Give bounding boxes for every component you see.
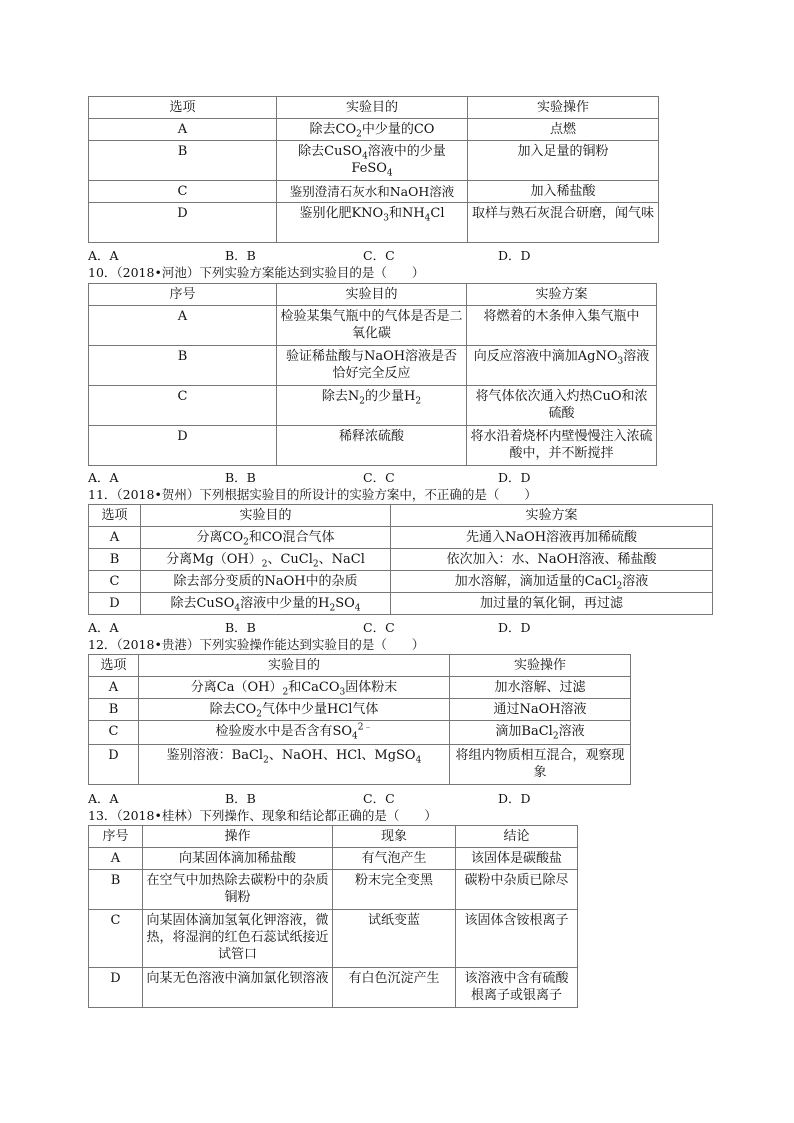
table-row [89, 968, 578, 1008]
option-cell: C [89, 721, 139, 745]
option-a[interactable]: A．A [88, 791, 119, 806]
purpose-cell: 除去$CO_2$中少量的CO [277, 119, 468, 141]
question-11-title: 11．（2018•贺州）下列根据实验目的所设计的实验方案中，不正确的是（ ） [88, 487, 537, 502]
option-b[interactable]: B．B [225, 470, 256, 485]
table-row [89, 119, 659, 141]
purpose-cell: 除去$N_2$的少量$H_2$ [277, 386, 467, 426]
operation-cell: 点燃 [468, 119, 659, 141]
phenomenon-cell: 有气泡产生 [333, 848, 456, 870]
table-header [89, 97, 659, 119]
phenomenon-cell: 试纸变蓝 [333, 910, 456, 968]
table-row [89, 426, 657, 466]
purpose-cell: 鉴别澄清石灰水和NaOH溶液 [277, 181, 468, 203]
table-row [89, 181, 659, 203]
table-header [89, 284, 657, 306]
option-cell: D [89, 203, 277, 243]
plan-cell: 依次加入：水、NaOH溶液、稀盐酸 [391, 549, 713, 571]
option-b[interactable]: B．B [225, 620, 256, 635]
option-a[interactable]: A．A [88, 248, 119, 263]
table-row [89, 721, 631, 745]
option-cell: A [89, 677, 139, 699]
table-row [89, 527, 713, 549]
option-c[interactable]: C．C [363, 791, 395, 806]
operation-cell: 滴加BaCl$_2$溶液 [450, 721, 631, 745]
header-cell: 选项 [89, 655, 139, 677]
operation-cell: 向某无色溶液中滴加氯化钡溶液 [143, 968, 333, 1008]
header-cell: 序号 [89, 284, 277, 306]
question-13-title: 13．（2018•桂林）下列操作、现象和结论都正确的是（ ） [88, 808, 437, 823]
conclusion-cell: 该溶液中含有硫酸根离子或银离子 [456, 968, 578, 1008]
table-row [89, 141, 659, 181]
option-cell: B [89, 699, 139, 721]
plan-cell: 将水沿着烧杯内壁慢慢注入浓硫酸中，并不断搅拌 [467, 426, 657, 466]
table-q13 [88, 825, 578, 1008]
header-cell: 实验目的 [139, 655, 450, 677]
plan-cell: 将气体依次通入灼热CuO和浓硫酸 [467, 386, 657, 426]
table-row [89, 910, 578, 968]
purpose-cell: 稀释浓硫酸 [277, 426, 467, 466]
conclusion-cell: 该固体含铵根离子 [456, 910, 578, 968]
option-cell: A [89, 527, 141, 549]
plan-cell: 加水溶解，滴加适量的CaCl$_2$溶液 [391, 571, 713, 593]
header-cell: 选项 [89, 505, 141, 527]
table-header [89, 655, 631, 677]
option-cell: B [89, 549, 141, 571]
phenomenon-cell: 粉末完全变黑 [333, 870, 456, 910]
header-cell: 结论 [456, 826, 578, 848]
purpose-cell: 鉴别溶液：BaCl$_2$、NaOH、HCl、MgSO$_4$ [139, 745, 450, 785]
option-cell: B [89, 870, 143, 910]
option-cell: A [89, 848, 143, 870]
question-10-title: 10．（2018•河池）下列实验方案能达到实验目的是（ ） [88, 265, 425, 280]
table-q11 [88, 504, 713, 615]
table-row [89, 699, 631, 721]
option-cell: C [89, 571, 141, 593]
option-c[interactable]: C．C [363, 620, 395, 635]
table-q12 [88, 654, 631, 785]
table-row [89, 386, 657, 426]
option-cell: D [89, 968, 143, 1008]
purpose-cell: 分离$Mg(OH)_2$、CuCl$_2$、NaCl [141, 549, 391, 571]
plan-cell: 先通入NaOH溶液再加稀硫酸 [391, 527, 713, 549]
operation-cell: 通过NaOH溶液 [450, 699, 631, 721]
plan-cell: 向反应溶液中滴加AgNO$_3$溶液 [467, 346, 657, 386]
operation-cell: 向某固体滴加稀盐酸 [143, 848, 333, 870]
option-cell: D [89, 426, 277, 466]
option-cell: C [89, 910, 143, 968]
table-header [89, 826, 578, 848]
header-cell: 实验方案 [467, 284, 657, 306]
header-cell: 实验目的 [277, 284, 467, 306]
purpose-cell: 除去CuSO$_4$溶液中的少量FeSO$_4$ [277, 141, 468, 181]
table-row [89, 593, 713, 615]
purpose-cell: 鉴别化肥$KNO_3$和$NH_4Cl$ [277, 203, 468, 243]
header-cell: 实验目的 [277, 97, 468, 119]
phenomenon-cell: 有白色沉淀产生 [333, 968, 456, 1008]
option-d[interactable]: D．D [498, 248, 531, 263]
option-b[interactable]: B．B [225, 791, 256, 806]
table-row [89, 870, 578, 910]
option-c[interactable]: C．C [363, 470, 395, 485]
option-b[interactable]: B．B [225, 248, 256, 263]
operation-cell: 加水溶解、过滤 [450, 677, 631, 699]
table-row [89, 571, 713, 593]
header-cell: 实验方案 [391, 505, 713, 527]
table-row [89, 306, 657, 346]
table-q10 [88, 283, 657, 466]
header-cell: 现象 [333, 826, 456, 848]
operation-cell: 向某固体滴加氢氧化钾溶液，微热，将湿润的红色石蕊试纸接近试管口 [143, 910, 333, 968]
option-cell: A [89, 119, 277, 141]
plan-cell: 加过量的氧化铜，再过滤 [391, 593, 713, 615]
header-cell: 选项 [89, 97, 277, 119]
table-row [89, 346, 657, 386]
option-cell: A [89, 306, 277, 346]
table-row [89, 549, 713, 571]
option-a[interactable]: A．A [88, 470, 119, 485]
purpose-cell: 除去CuSO$_4$溶液中少量的$H_2SO_4$ [141, 593, 391, 615]
operation-cell: 加入足量的铜粉 [468, 141, 659, 181]
purpose-cell: 检验废水中是否含有$SO_4^{2﹣}$ [139, 721, 450, 745]
table-row [89, 677, 631, 699]
operation-cell: 在空气中加热除去碳粉中的杂质铜粉 [143, 870, 333, 910]
option-cell: D [89, 745, 139, 785]
table-row [89, 745, 631, 785]
operation-cell: 将组内物质相互混合，观察现象 [450, 745, 631, 785]
purpose-cell: 除去$CO_2$气体中少量HCl气体 [139, 699, 450, 721]
option-cell: D [89, 593, 141, 615]
table-q9 [88, 96, 659, 243]
purpose-cell: 分离$CO_2$和CO混合气体 [141, 527, 391, 549]
table-header [89, 505, 713, 527]
question-12-title: 12．（2018•贵港）下列实验操作能达到实验目的是（ ） [88, 637, 425, 652]
option-d[interactable]: D．D [498, 620, 531, 635]
header-cell: 实验目的 [141, 505, 391, 527]
conclusion-cell: 该固体是碳酸盐 [456, 848, 578, 870]
option-d[interactable]: D．D [498, 791, 531, 806]
operation-cell: 加入稀盐酸 [468, 181, 659, 203]
option-cell: C [89, 386, 277, 426]
option-cell: B [89, 346, 277, 386]
option-cell: C [89, 181, 277, 203]
option-a[interactable]: A．A [88, 620, 119, 635]
purpose-cell: 除去部分变质的NaOH中的杂质 [141, 571, 391, 593]
operation-cell: 取样与熟石灰混合研磨，闻气味 [468, 203, 659, 243]
header-cell: 实验操作 [468, 97, 659, 119]
conclusion-cell: 碳粉中杂质已除尽 [456, 870, 578, 910]
header-cell: 实验操作 [450, 655, 631, 677]
option-d[interactable]: D．D [498, 470, 531, 485]
purpose-cell: 验证稀盐酸与NaOH溶液是否恰好完全反应 [277, 346, 467, 386]
purpose-cell: 检验某集气瓶中的气体是否是二氧化碳 [277, 306, 467, 346]
header-cell: 序号 [89, 826, 143, 848]
option-c[interactable]: C．C [363, 248, 395, 263]
purpose-cell: 分离$Ca(OH)_2$和CaCO$_3$固体粉末 [139, 677, 450, 699]
option-cell: B [89, 141, 277, 181]
table-row [89, 848, 578, 870]
table-row [89, 203, 659, 243]
plan-cell: 将燃着的木条伸入集气瓶中 [467, 306, 657, 346]
header-cell: 操作 [143, 826, 333, 848]
